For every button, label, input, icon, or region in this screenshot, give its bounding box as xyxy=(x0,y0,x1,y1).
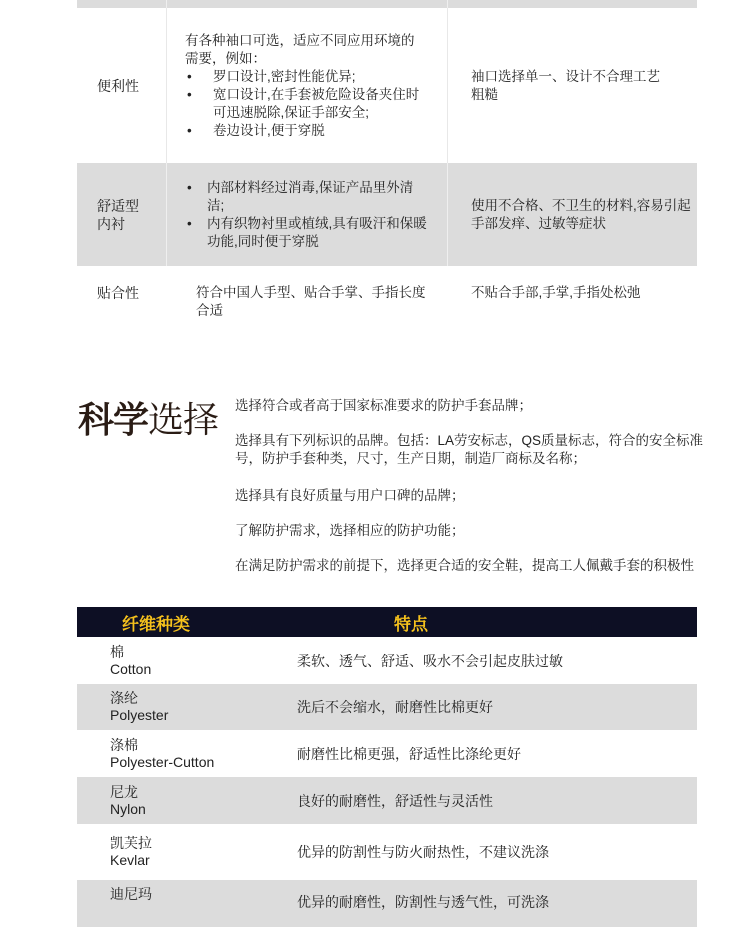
bullet-icon: • xyxy=(187,86,192,102)
table-row-top-strip xyxy=(77,0,697,8)
header-fiber-type: 纤维种类 xyxy=(122,614,190,634)
table-row xyxy=(77,777,697,824)
table-row xyxy=(77,163,697,266)
fiber-cn: 凯芙拉 xyxy=(110,835,152,851)
table-row xyxy=(77,730,697,777)
fiber-en: Polyester-Cutton xyxy=(110,753,215,770)
bullet-icon: • xyxy=(187,215,192,231)
good-cell xyxy=(166,8,448,163)
row-label: 舒适型 内衬 xyxy=(97,197,139,232)
fiber-name xyxy=(77,737,297,771)
fiber-desc: 优异的防割性与防火耐热性，不建议洗涤 xyxy=(297,844,549,860)
good-cell xyxy=(166,163,448,266)
title-rest: 选择 xyxy=(148,399,219,440)
fiber-name xyxy=(77,784,297,818)
fiber-desc: 优异的耐磨性，防割性与透气性，可洗涤 xyxy=(297,894,549,910)
fiber-en: Kevlar xyxy=(110,852,150,868)
fiber-cn: 涤纶 xyxy=(110,690,138,706)
fiber-cn: 迪尼玛 xyxy=(110,886,152,902)
fiber-table-header xyxy=(77,607,697,637)
paragraph: 选择符合或者高于国家标准要求的防护手套品牌； xyxy=(235,398,532,413)
table-row xyxy=(77,637,697,684)
fiber-desc: 柔软、透气、舒适、吸水不会引起皮肤过敏 xyxy=(297,652,563,669)
bullet-icon: • xyxy=(187,68,192,84)
fiber-desc: 良好的耐磨性，舒适性与灵活性 xyxy=(297,792,493,809)
fiber-table xyxy=(77,607,697,927)
table-row xyxy=(77,8,697,163)
cell-text: 有各种袖口可选，适应不同应用环境的需要，例如： xyxy=(185,32,415,66)
paragraph: 选择具有下列标识的品牌。包括：LA劳安标志，QS质量标志，符合的安全标准号，防护手套种类，尺寸，生产日期，制造厂商标及名称； xyxy=(235,433,704,466)
bad-cell: 不贴合手部,手掌,手指处松弛 xyxy=(471,285,641,300)
fiber-desc: 耐磨性比棉更强，舒适性比涤纶更好 xyxy=(297,745,521,762)
bullet-item: • 宽口设计,在手套被危险设备夹住时可迅速脱除,保证手部安全; xyxy=(187,86,420,120)
paragraph: 在满足防护需求的前提下，选择更合适的安全鞋，提高工人佩戴手套的积极性 xyxy=(235,558,694,573)
bad-cell xyxy=(448,8,697,163)
cell-text: 使用不合格、不卫生的材料,容易引起手部发痒、过敏等症状 xyxy=(471,197,691,231)
paragraph: 了解防护需求，选择相应的防护功能； xyxy=(235,523,465,538)
fiber-name xyxy=(77,644,297,678)
row-label: 贴合性 xyxy=(97,285,139,301)
title-bold: 科学 xyxy=(78,399,149,440)
table-row xyxy=(77,266,697,336)
bullet-item: • 内有织物衬里或植绒,具有吸汗和保暖功能,同时便于穿脱 xyxy=(187,215,427,249)
bullet-item: • 罗口设计,密封性能优异; xyxy=(187,68,356,84)
fiber-name xyxy=(77,690,297,724)
bullet-icon: • xyxy=(187,122,192,138)
row-label: 便利性 xyxy=(97,77,139,94)
bullet-icon: • xyxy=(187,179,192,195)
cell-text: 袖口选择单一、设计不合理工艺粗糙 xyxy=(471,68,660,102)
section-title xyxy=(78,392,218,443)
fiber-name xyxy=(77,886,297,903)
fiber-desc: 洗后不会缩水，耐磨性比棉更好 xyxy=(297,699,493,715)
bad-cell xyxy=(448,163,697,266)
paragraph: 选择具有良好质量与用户口碑的品牌； xyxy=(235,488,465,503)
table-row xyxy=(77,684,697,730)
fiber-cn: 尼龙 xyxy=(110,783,138,800)
fiber-en: Cotton xyxy=(110,660,152,677)
fiber-cn: 棉 xyxy=(110,643,124,660)
fiber-en: Polyester xyxy=(110,707,169,723)
good-cell: 符合中国人手型、贴合手掌、手指长度合适 xyxy=(196,285,426,318)
fiber-cn: 涤棉 xyxy=(110,736,138,753)
bullet-item: • 卷边设计,便于穿脱 xyxy=(187,122,325,138)
bullet-item: • 内部材料经过消毒,保证产品里外清洁; xyxy=(187,179,414,213)
header-features: 特点 xyxy=(394,614,428,634)
table-row xyxy=(77,824,697,880)
table-row xyxy=(77,880,697,927)
fiber-name xyxy=(77,835,297,869)
fiber-en: Nylon xyxy=(110,800,146,817)
